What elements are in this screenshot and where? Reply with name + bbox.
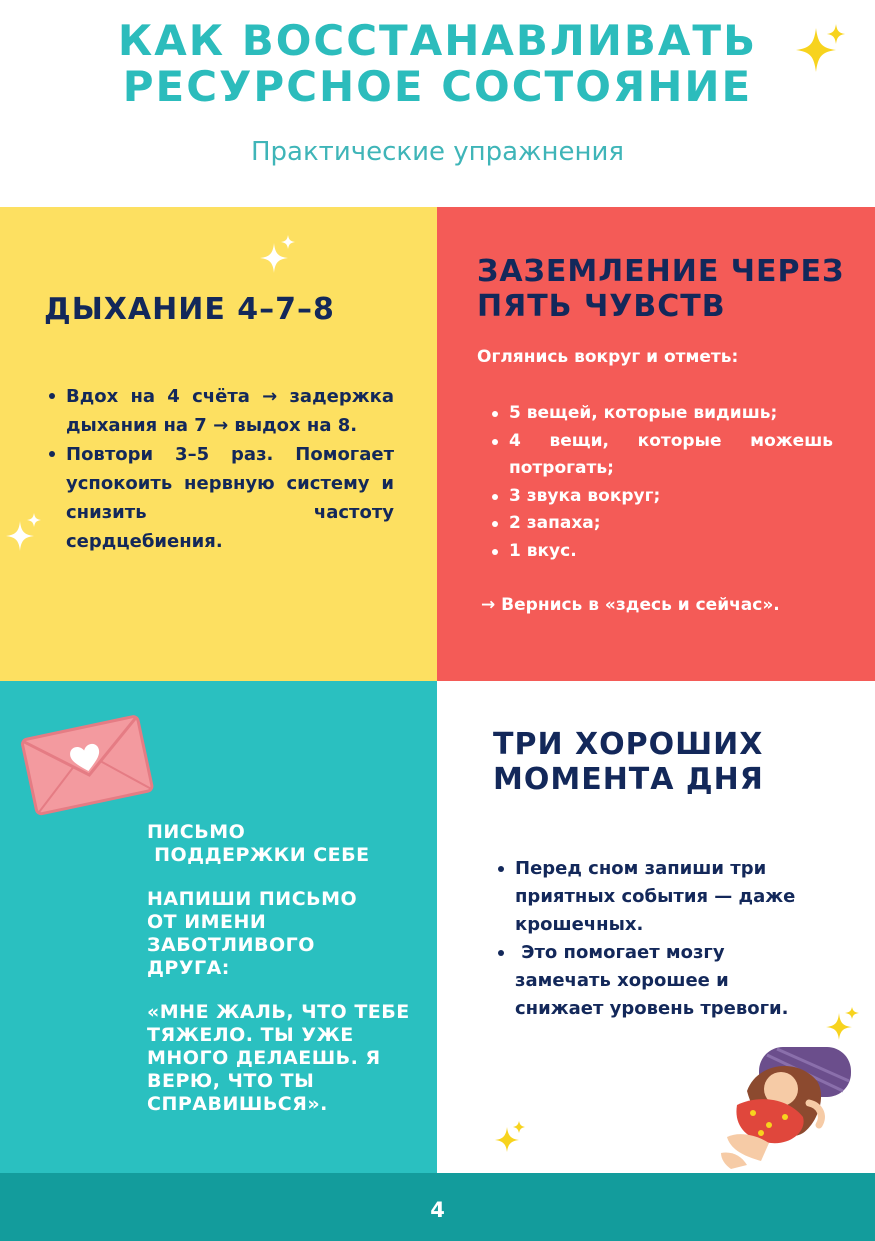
breathing-section	[0, 207, 437, 681]
title-line: ПЯТЬ ЧУВСТВ	[477, 289, 726, 324]
page-subtitle: Практические упражнения	[250, 137, 625, 167]
moments-title	[493, 727, 764, 797]
page-title	[0, 18, 875, 110]
text-line: ТЯЖЕЛО. ТЫ УЖЕ	[147, 1024, 354, 1046]
list-item: Перед сном запиши три приятных события — даже крошечных.	[495, 855, 815, 939]
text-line: ВЕРЮ, ЧТО ТЫ	[147, 1070, 315, 1092]
text-line: СПРАВИШЬСЯ».	[147, 1093, 328, 1115]
letter-quote	[147, 1001, 417, 1116]
letter-text	[147, 821, 417, 1137]
breathing-title: ДЫХАНИЕ 4–7–8	[44, 292, 335, 327]
text-line: ОТ ИМЕНИ	[147, 911, 267, 933]
title-line: ЗАЗЕМЛЕНИЕ ЧЕРЕЗ	[477, 254, 845, 289]
text-line: ПИСЬМО	[147, 821, 246, 843]
text-line: МНОГО ДЕЛАЕШЬ. Я	[147, 1047, 381, 1069]
senses-list	[489, 400, 833, 565]
grounding-title	[477, 254, 844, 324]
list-item: Повтори 3–5 раз. Помогает успокоить нервную систему и снизить частоту сердцебиения.	[46, 440, 394, 556]
text-line: НАПИШИ ПИСЬМО	[147, 888, 358, 910]
list-item: 1 вкус.	[489, 538, 833, 566]
text-line: ЗАБОТЛИВОГО	[147, 934, 315, 956]
sleeping-girl-illustration	[717, 1033, 857, 1173]
list-item: 4 вещи, которые можешь потрогать;	[489, 428, 833, 483]
letter-title	[147, 821, 417, 867]
letter-instruction	[147, 888, 417, 980]
list-item: 5 вещей, которые видишь;	[489, 400, 833, 428]
title-line: РЕСУРСНОЕ СОСТОЯНИЕ	[122, 62, 753, 111]
breathing-list	[46, 382, 394, 556]
title-line: КАК ВОССТАНАВЛИВАТЬ	[117, 16, 758, 65]
text-line: ДРУГА:	[147, 957, 230, 979]
grounding-outro: → Вернись в «здесь и сейчас».	[481, 595, 780, 615]
sparkle-icon	[4, 513, 44, 553]
list-item: 2 запаха;	[489, 510, 833, 538]
title-line: ТРИ ХОРОШИХ	[493, 727, 764, 762]
envelope-heart-icon	[18, 709, 158, 819]
list-item: Это помогает мозгу замечать хорошее и снижает уровень тревоги.	[495, 939, 815, 1023]
moments-list	[495, 855, 815, 1023]
list-item: Вдох на 4 счёта → задержка дыхания на 7 → выдох на 8.	[46, 382, 394, 440]
sparkle-icon	[792, 22, 848, 78]
sparkle-icon	[495, 1121, 527, 1153]
text-line: ПОДДЕРЖКИ СЕБЕ	[147, 844, 370, 866]
title-line: МОМЕНТА ДНЯ	[493, 762, 764, 797]
list-item: 3 звука вокруг;	[489, 483, 833, 511]
text-line: «МНЕ ЖАЛЬ, ЧТО ТЕБЕ	[147, 1001, 410, 1023]
moments-section	[437, 681, 875, 1173]
grounding-section	[437, 207, 875, 681]
letter-section	[0, 681, 437, 1173]
page-number: 4	[430, 1198, 445, 1222]
sparkle-icon	[258, 235, 298, 275]
grounding-intro: Оглянись вокруг и отметь:	[477, 347, 739, 367]
